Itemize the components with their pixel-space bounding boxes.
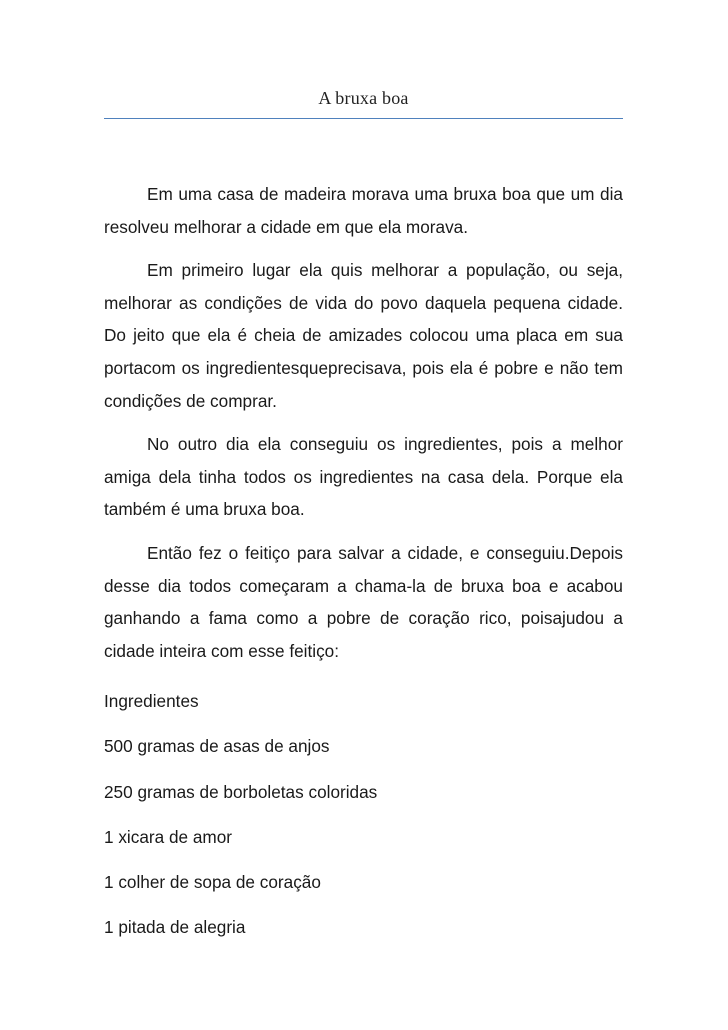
ingredient-item: 1 xicara de amor xyxy=(104,826,233,847)
document-title: A bruxa boa xyxy=(318,88,409,108)
paragraph-3: No outro dia ela conseguiu os ingredientes, pois a melhor amiga dela tinha todos os ingredientes na casa dela. Porque ela também é uma bruxa boa. xyxy=(104,434,623,520)
paragraph-1: Em uma casa de madeira morava uma bruxa boa que um dia resolveu melhorar a cidade em que ela morava. xyxy=(104,184,623,237)
ingredient-item: 1 colher de sopa de coração xyxy=(104,872,321,893)
ingredients-heading: Ingredientes xyxy=(104,691,199,711)
ingredients-list xyxy=(104,690,623,962)
title-underline-rule xyxy=(104,118,623,119)
ingredient-item: 1 pitada de alegria xyxy=(104,917,246,938)
ingredient-item: 500 gramas de asas de anjos xyxy=(104,736,330,757)
paragraph-2: Em primeiro lugar ela quis melhorar a população, ou seja, melhorar as condições de vida do povo daquela pequena cidade. Do jeito que ela é cheia de amizades colocou uma placa em sua portacom os ingredientesqueprecisava, pois ela é pobre e não tem condições de comprar. xyxy=(104,260,623,411)
ingredient-item: 250 gramas de borboletas coloridas xyxy=(104,781,378,802)
story-body xyxy=(104,178,623,678)
paragraph-4: Então fez o feitiço para salvar a cidade, e conseguiu.Depois desse dia todos começaram a chama-la de bruxa boa e acabou ganhando a fama como a pobre de coração rico, poisajudou a cidade inteira com esse feitiço: xyxy=(104,542,623,661)
